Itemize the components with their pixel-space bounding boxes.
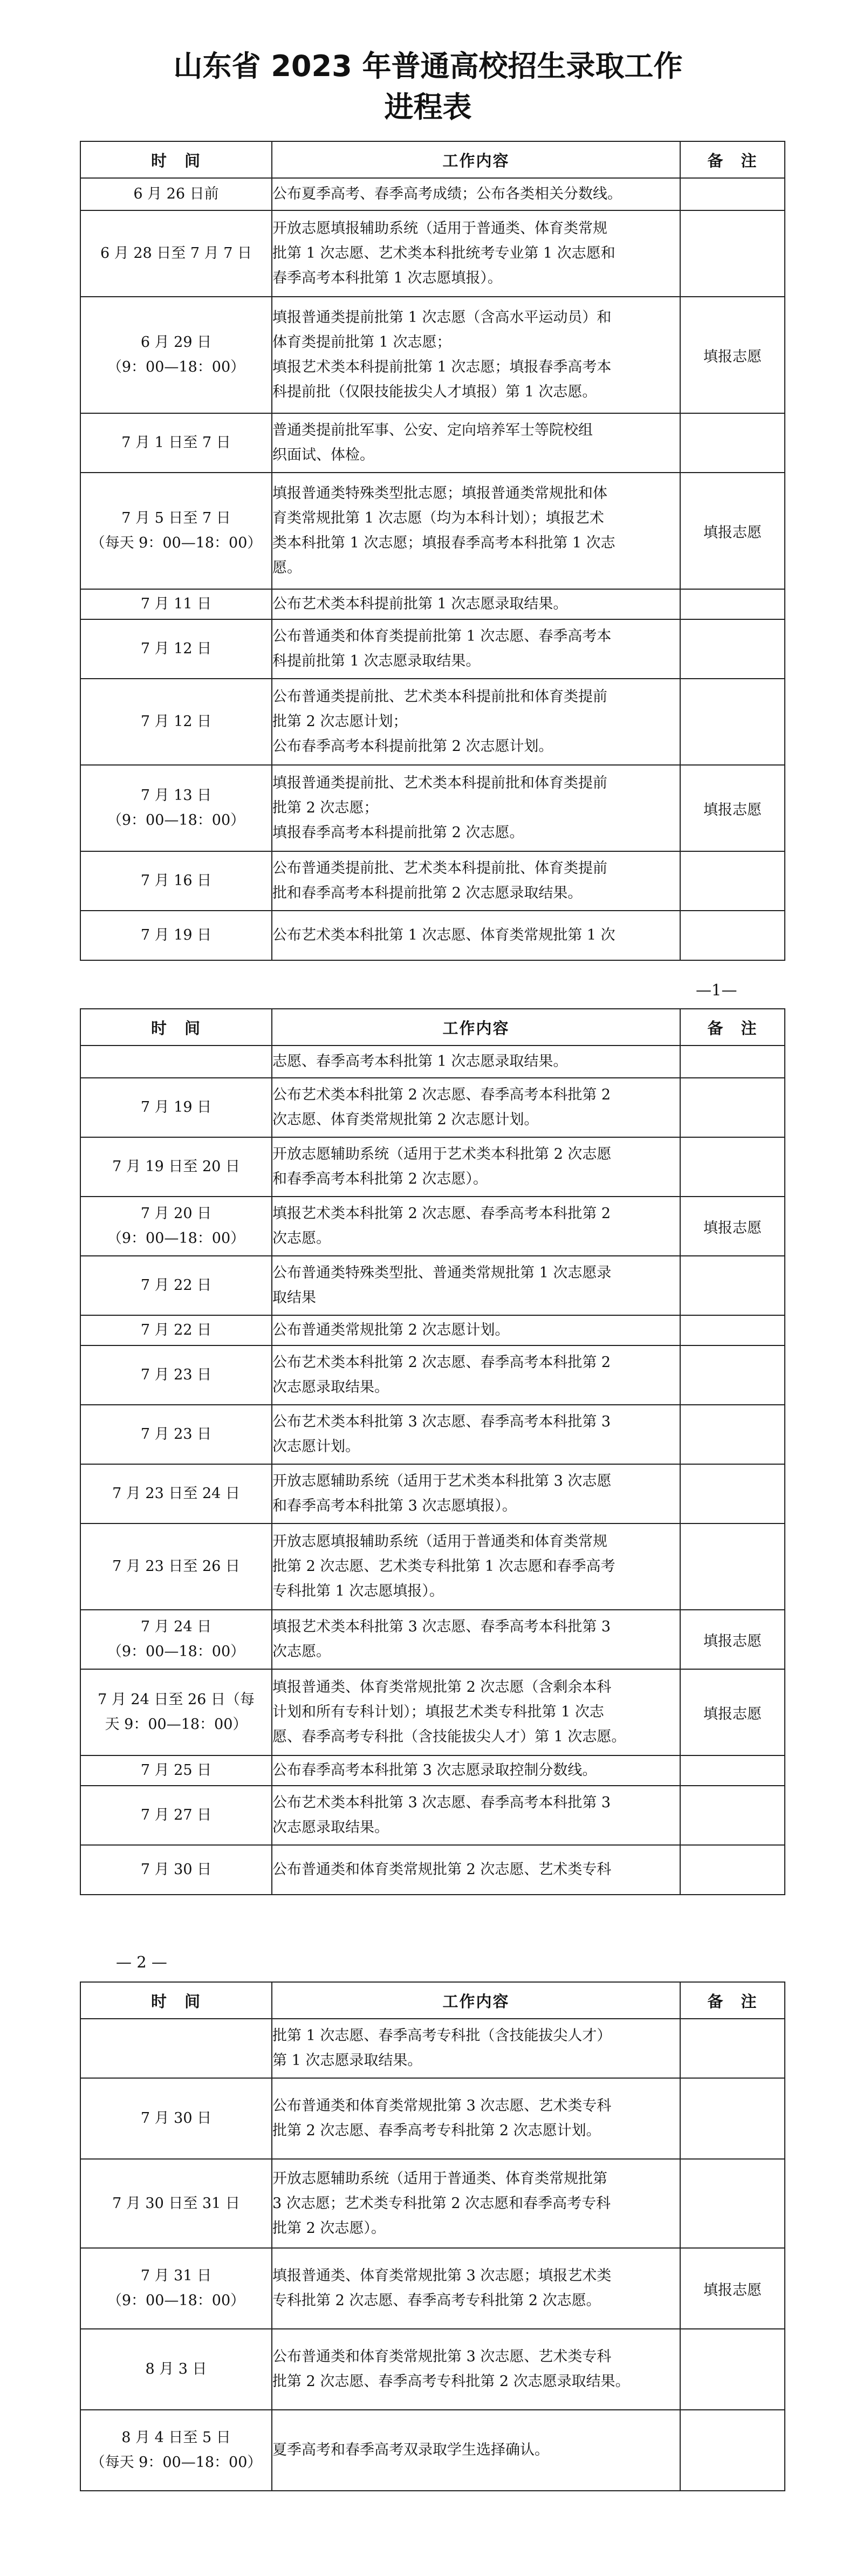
cell-content-line: 公布艺术类本科批第 3 次志愿、春季高考本科批第 3 (272, 1794, 611, 1811)
cell-time-line: 7 月 12 日 (140, 640, 212, 657)
cell-time-line: 7 月 23 日至 24 日 (112, 1485, 240, 1502)
cell-remark (680, 1786, 785, 1845)
cell-content-line: 公布普通类和体育类常规批第 3 次志愿、艺术类专科 (272, 2348, 612, 2365)
cell-time-line: （9：00—18：00） (107, 1643, 245, 1660)
table-row (80, 1315, 785, 1345)
cell-time (80, 1845, 272, 1895)
cell-time (80, 413, 272, 473)
table-row (80, 473, 785, 589)
page-number-1: —1— (696, 981, 737, 999)
cell-content-line: 填报普通类、体育类常规批第 3 次志愿；填报艺术类 (272, 2267, 612, 2284)
cell-time (80, 1256, 272, 1315)
cell-content (272, 851, 680, 911)
cell-time-line: （9：00—18：00） (107, 2292, 245, 2309)
cell-time (80, 178, 272, 210)
page-number-2: — 2 — (116, 1953, 167, 1971)
cell-time (80, 1405, 272, 1464)
cell-time-line: 7 月 30 日 (140, 1861, 212, 1878)
cell-time (80, 1315, 272, 1345)
cell-time (80, 2019, 272, 2078)
cell-content-line: 体育类提前批第 1 次志愿； (272, 334, 451, 351)
cell-content-line: 公布春季高考本科提前批第 2 次志愿计划。 (272, 738, 553, 755)
cell-time-line: 8 月 3 日 (145, 2361, 207, 2377)
cell-remark (680, 1405, 785, 1464)
cell-content-line: 科提前批第 1 次志愿录取结果。 (272, 653, 481, 669)
cell-remark (680, 413, 785, 473)
cell-content (272, 2078, 680, 2159)
cell-content-line: 专科批第 1 次志愿填报）。 (272, 1583, 444, 1600)
cell-content-line: 填报普通类特殊类型批志愿；填报普通类常规批和体 (272, 485, 607, 502)
cell-content (272, 2410, 680, 2491)
cell-content-line: 开放志愿填报辅助系统（适用于普通类和体育类常规 (272, 1533, 607, 1550)
cell-remark (680, 1345, 785, 1405)
cell-content-line: 批第 2 次志愿、春季高考专科批第 2 次志愿录取结果。 (272, 2373, 630, 2390)
table-header-row (80, 1009, 785, 1046)
cell-time-line: 天 9：00—18：00） (105, 1716, 248, 1733)
cell-content (272, 765, 680, 851)
table-row (80, 2410, 785, 2491)
cell-content-line: 织面试、体检。 (272, 447, 374, 463)
cell-time-line: 7 月 27 日 (140, 1807, 212, 1823)
cell-remark: 填报志愿 (680, 2248, 785, 2329)
cell-content-line: 填报普通类、体育类常规批第 2 次志愿（含剩余本科 (272, 1679, 612, 1696)
cell-content (272, 679, 680, 765)
cell-content-line: 公布艺术类本科批第 2 次志愿、春季高考本科批第 2 (272, 1354, 611, 1371)
table-row (80, 1845, 785, 1895)
cell-remark (680, 2159, 785, 2248)
cell-content-line: 次志愿。 (272, 1230, 331, 1247)
cell-time-line: 7 月 19 日 (140, 1099, 212, 1116)
table-row (80, 1523, 785, 1610)
cell-content (272, 1197, 680, 1256)
cell-time (80, 210, 272, 297)
cell-remark: 填报志愿 (680, 1197, 785, 1256)
cell-content-line: 次志愿录取结果。 (272, 1379, 389, 1396)
cell-time (80, 2410, 272, 2491)
cell-content-line: 开放志愿填报辅助系统（适用于普通类、体育类常规 (272, 220, 607, 237)
cell-content-line: 开放志愿辅助系统（适用于艺术类本科批第 3 次志愿 (272, 1473, 612, 1489)
cell-content-line: 公布普通类常规批第 2 次志愿计划。 (272, 1322, 510, 1338)
table-row (80, 1464, 785, 1523)
table-row (80, 1610, 785, 1669)
cell-content (272, 1755, 680, 1786)
cell-content (272, 1256, 680, 1315)
cell-remark (680, 1464, 785, 1523)
cell-remark: 填报志愿 (680, 297, 785, 413)
cell-content-line: 和春季高考本科批第 3 次志愿填报）。 (272, 1498, 517, 1514)
cell-time-line: 7 月 23 日至 26 日 (112, 1558, 240, 1575)
header-time: 时 间 (80, 1009, 272, 1046)
cell-remark (680, 1137, 785, 1197)
cell-content-line: 公布夏季高考、春季高考成绩；公布各类相关分数线。 (272, 186, 622, 202)
header-remark: 备 注 (680, 1982, 785, 2019)
cell-content-line: 开放志愿辅助系统（适用于普通类、体育类常规批第 (272, 2170, 607, 2187)
cell-remark (680, 679, 785, 765)
cell-content-line: 3 次志愿；艺术类专科批第 2 次志愿和春季高考专科 (272, 2195, 611, 2212)
cell-content (272, 297, 680, 413)
cell-content-line: 批第 1 次志愿、艺术类本科批统考专业第 1 次志愿和 (272, 245, 615, 262)
cell-content-line: 次志愿计划。 (272, 1438, 360, 1455)
header-remark: 备 注 (680, 1009, 785, 1046)
cell-content-line: 公布艺术类本科提前批第 1 次志愿录取结果。 (272, 596, 568, 612)
cell-remark (680, 1845, 785, 1895)
cell-content (272, 1523, 680, 1610)
table-row (80, 2159, 785, 2248)
header-remark: 备 注 (680, 141, 785, 178)
cell-content-line: 志愿、春季高考本科批第 1 次志愿录取结果。 (272, 1053, 568, 1070)
cell-content-line: 公布艺术类本科批第 2 次志愿、春季高考本科批第 2 (272, 1087, 611, 1103)
cell-content-line: 批第 2 次志愿、艺术类专科批第 1 次志愿和春季高考 (272, 1558, 615, 1575)
cell-remark: 填报志愿 (680, 1610, 785, 1669)
cell-content-line: 春季高考本科批第 1 次志愿填报）。 (272, 270, 502, 286)
table-row (80, 679, 785, 765)
cell-time-line: 7 月 25 日 (140, 1762, 212, 1779)
cell-content-line: 类本科批第 1 次志愿；填报春季高考本科批第 1 次志 (272, 535, 615, 551)
cell-content-line: 批第 2 次志愿、春季高考专科批第 2 次志愿计划。 (272, 2122, 601, 2139)
cell-time (80, 1523, 272, 1610)
cell-content-line: 填报普通类提前批第 1 次志愿（含高水平运动员）和 (272, 309, 612, 326)
cell-remark: 填报志愿 (680, 473, 785, 589)
table-row (80, 1345, 785, 1405)
cell-content-line: 次志愿、体育类常规批第 2 次志愿计划。 (272, 1111, 539, 1128)
cell-time-line: 7 月 19 日至 20 日 (112, 1158, 240, 1175)
cell-remark (680, 178, 785, 210)
cell-content-line: 公布普通类特殊类型批、普通类常规批第 1 次志愿录 (272, 1265, 612, 1281)
cell-content-line: 和春季高考本科批第 2 次志愿）。 (272, 1171, 488, 1187)
cell-time (80, 2159, 272, 2248)
cell-content (272, 911, 680, 960)
cell-time-line: （9：00—18：00） (107, 1230, 245, 1247)
cell-time (80, 1610, 272, 1669)
cell-time (80, 2248, 272, 2329)
table-row (80, 1755, 785, 1786)
cell-time-line: 7 月 20 日 (140, 1205, 212, 1222)
table-body (80, 1046, 785, 1895)
cell-content (272, 619, 680, 679)
cell-time-line: 8 月 4 日至 5 日 (121, 2429, 231, 2446)
cell-content-line: 批和春季高考本科提前批第 2 次志愿录取结果。 (272, 885, 583, 901)
cell-content-line: 计划和所有专科计划）；填报艺术类专科批第 1 次志 (272, 1704, 604, 1720)
table-row (80, 1786, 785, 1845)
table-row (80, 178, 785, 210)
table-row (80, 297, 785, 413)
cell-content-line: 普通类提前批军事、公安、定向培养军士等院校组 (272, 422, 593, 439)
cell-content-line: 批第 2 次志愿）。 (272, 2219, 386, 2237)
cell-content-line: 填报春季高考本科提前批第 2 次志愿。 (272, 824, 524, 841)
cell-content (272, 1345, 680, 1405)
table-body (80, 178, 785, 960)
table-row (80, 2019, 785, 2078)
table-row (80, 851, 785, 911)
cell-time-line: （每天 9：00—18：00） (90, 2454, 262, 2471)
cell-remark (680, 851, 785, 911)
cell-remark (680, 210, 785, 297)
cell-time (80, 1078, 272, 1137)
cell-content-line: 批第 1 次志愿、春季高考专科批（含技能拔尖人才） (272, 2027, 612, 2044)
table-row (80, 619, 785, 679)
cell-time (80, 473, 272, 589)
cell-content (272, 1610, 680, 1669)
cell-content-line: 填报艺术类本科提前批第 1 次志愿；填报春季高考本 (272, 359, 612, 375)
cell-content-line: 公布艺术类本科批第 1 次志愿、体育类常规批第 1 次 (272, 927, 615, 944)
cell-time (80, 911, 272, 960)
cell-content (272, 2329, 680, 2410)
cell-content (272, 2159, 680, 2248)
cell-time-line: （9：00—18：00） (107, 359, 245, 375)
cell-time (80, 1197, 272, 1256)
cell-time (80, 297, 272, 413)
cell-remark (680, 911, 785, 960)
cell-time-line: 7 月 19 日 (140, 927, 212, 944)
cell-time-line: 7 月 5 日至 7 日 (121, 510, 231, 527)
cell-time (80, 1137, 272, 1197)
cell-remark: 填报志愿 (680, 1669, 785, 1755)
cell-content (272, 1845, 680, 1895)
cell-content (272, 1078, 680, 1137)
cell-content-line: 公布普通类提前批、艺术类本科提前批、体育类提前 (272, 860, 607, 877)
schedule-table-page-1 (80, 141, 785, 961)
cell-remark (680, 2410, 785, 2491)
cell-time-line: 7 月 1 日至 7 日 (121, 434, 231, 451)
cell-content-line: 取结果 (272, 1289, 316, 1306)
cell-content-line: 第 1 次志愿录取结果。 (272, 2052, 422, 2069)
table-row (80, 413, 785, 473)
table-row (80, 1137, 785, 1197)
table-row (80, 589, 785, 619)
cell-time-line: （9：00—18：00） (107, 812, 245, 829)
cell-remark (680, 2019, 785, 2078)
cell-time-line: 7 月 23 日 (140, 1426, 212, 1443)
cell-time (80, 1464, 272, 1523)
table-row (80, 1669, 785, 1755)
cell-time-line: 7 月 30 日 (140, 2110, 212, 2127)
cell-content-line: 育类常规批第 1 次志愿（均为本科计划）；填报艺术 (272, 510, 604, 527)
cell-time-line: 7 月 31 日 (140, 2267, 212, 2284)
cell-content (272, 1137, 680, 1197)
cell-content (272, 178, 680, 210)
cell-remark (680, 589, 785, 619)
cell-time (80, 1755, 272, 1786)
cell-content-line: 科提前批（仅限技能拔尖人才填报）第 1 次志愿。 (272, 384, 597, 400)
document-title-line-1: 山东省 2023 年普通高校招生录取工作 (173, 49, 683, 83)
cell-content-line: 愿、春季高考专科批（含技能拔尖人才）第 1 次志愿。 (272, 1728, 626, 1745)
cell-time-line: 7 月 24 日 (140, 1618, 212, 1635)
table-row (80, 1256, 785, 1315)
cell-content-line: 填报艺术类本科批第 3 次志愿、春季高考本科批第 3 (272, 1618, 611, 1635)
cell-content (272, 1046, 680, 1078)
table-row (80, 2329, 785, 2410)
cell-content-line: 公布普通类和体育类提前批第 1 次志愿、春季高考本 (272, 628, 612, 645)
cell-content (272, 1405, 680, 1464)
document-title-line-2: 进程表 (384, 90, 472, 124)
cell-time-line: 7 月 30 日至 31 日 (112, 2195, 240, 2212)
cell-remark (680, 1256, 785, 1315)
cell-content (272, 1464, 680, 1523)
cell-time (80, 2078, 272, 2159)
table-header-row (80, 1982, 785, 2019)
cell-content (272, 1669, 680, 1755)
cell-content-line: 公布春季高考本科批第 3 次志愿录取控制分数线。 (272, 1762, 597, 1779)
cell-content-line: 次志愿。 (272, 1643, 331, 1660)
table-row (80, 1046, 785, 1078)
cell-content (272, 589, 680, 619)
table-row (80, 1078, 785, 1137)
cell-time (80, 765, 272, 851)
cell-content-line: 批第 2 次志愿； (272, 800, 379, 816)
cell-content (272, 210, 680, 297)
header-content: 工作内容 (272, 1009, 680, 1046)
cell-time-line: 7 月 22 日 (140, 1277, 212, 1294)
cell-content-line: 批第 2 次志愿计划； (272, 713, 408, 730)
cell-time (80, 679, 272, 765)
cell-content (272, 1786, 680, 1845)
cell-content (272, 413, 680, 473)
cell-remark (680, 1078, 785, 1137)
table-row (80, 1197, 785, 1256)
table-row (80, 2078, 785, 2159)
cell-remark (680, 619, 785, 679)
cell-remark: 填报志愿 (680, 765, 785, 851)
cell-remark (680, 1523, 785, 1610)
cell-time (80, 619, 272, 679)
cell-content (272, 473, 680, 589)
cell-content (272, 2019, 680, 2078)
table-row (80, 210, 785, 297)
table-body (80, 2019, 785, 2491)
table-row (80, 911, 785, 960)
cell-content-line: 专科批第 2 次志愿、春季高考专科批第 2 次志愿。 (272, 2292, 601, 2309)
table-row (80, 2248, 785, 2329)
header-time: 时 间 (80, 141, 272, 178)
cell-remark (680, 2078, 785, 2159)
cell-time (80, 1046, 272, 1078)
cell-time (80, 1669, 272, 1755)
cell-content-line: 公布普通类和体育类常规批第 3 次志愿、艺术类专科 (272, 2097, 612, 2114)
cell-content-line: 公布普通类提前批、艺术类本科提前批和体育类提前 (272, 688, 607, 705)
cell-content-line: 次志愿录取结果。 (272, 1819, 389, 1836)
cell-time-line: 7 月 12 日 (140, 713, 212, 730)
cell-time (80, 589, 272, 619)
header-time: 时 间 (80, 1982, 272, 2019)
schedule-table-page-2 (80, 1008, 785, 1895)
header-content: 工作内容 (272, 141, 680, 178)
cell-content (272, 2248, 680, 2329)
cell-content-line: 开放志愿辅助系统（适用于艺术类本科批第 2 次志愿 (272, 1146, 612, 1163)
schedule-table-page-3 (80, 1981, 785, 2491)
cell-time-line: 6 月 29 日 (140, 334, 212, 351)
cell-remark (680, 1755, 785, 1786)
cell-time (80, 1786, 272, 1845)
cell-time-line: 7 月 22 日 (140, 1322, 212, 1338)
cell-time (80, 2329, 272, 2410)
cell-content-line: 公布艺术类本科批第 3 次志愿、春季高考本科批第 3 (272, 1413, 611, 1430)
cell-time (80, 851, 272, 911)
cell-content-line: 夏季高考和春季高考双录取学生选择确认。 (272, 2442, 549, 2458)
cell-time-line: 6 月 28 日至 7 月 7 日 (100, 245, 252, 262)
table-row (80, 765, 785, 851)
cell-content (272, 1315, 680, 1345)
cell-time-line: 7 月 13 日 (140, 787, 212, 804)
cell-time-line: 6 月 26 日前 (133, 186, 219, 202)
cell-remark (680, 1046, 785, 1078)
cell-time-line: 7 月 11 日 (140, 596, 212, 612)
cell-time-line: 7 月 23 日 (140, 1366, 212, 1383)
header-content: 工作内容 (272, 1982, 680, 2019)
cell-remark (680, 1315, 785, 1345)
cell-time (80, 1345, 272, 1405)
cell-remark (680, 2329, 785, 2410)
cell-content-line: 愿。 (272, 559, 302, 576)
cell-time-line: （每天 9：00—18：00） (90, 535, 262, 551)
table-row (80, 1405, 785, 1464)
cell-content-line: 填报普通类提前批、艺术类本科提前批和体育类提前 (272, 775, 607, 791)
cell-content-line: 公布普通类和体育类常规批第 2 次志愿、艺术类专科 (272, 1861, 612, 1878)
table-header-row (80, 141, 785, 178)
cell-time-line: 7 月 16 日 (140, 872, 212, 889)
cell-content-line: 填报艺术类本科批第 2 次志愿、春季高考本科批第 2 (272, 1205, 611, 1222)
cell-time-line: 7 月 24 日至 26 日（每 (98, 1691, 255, 1708)
